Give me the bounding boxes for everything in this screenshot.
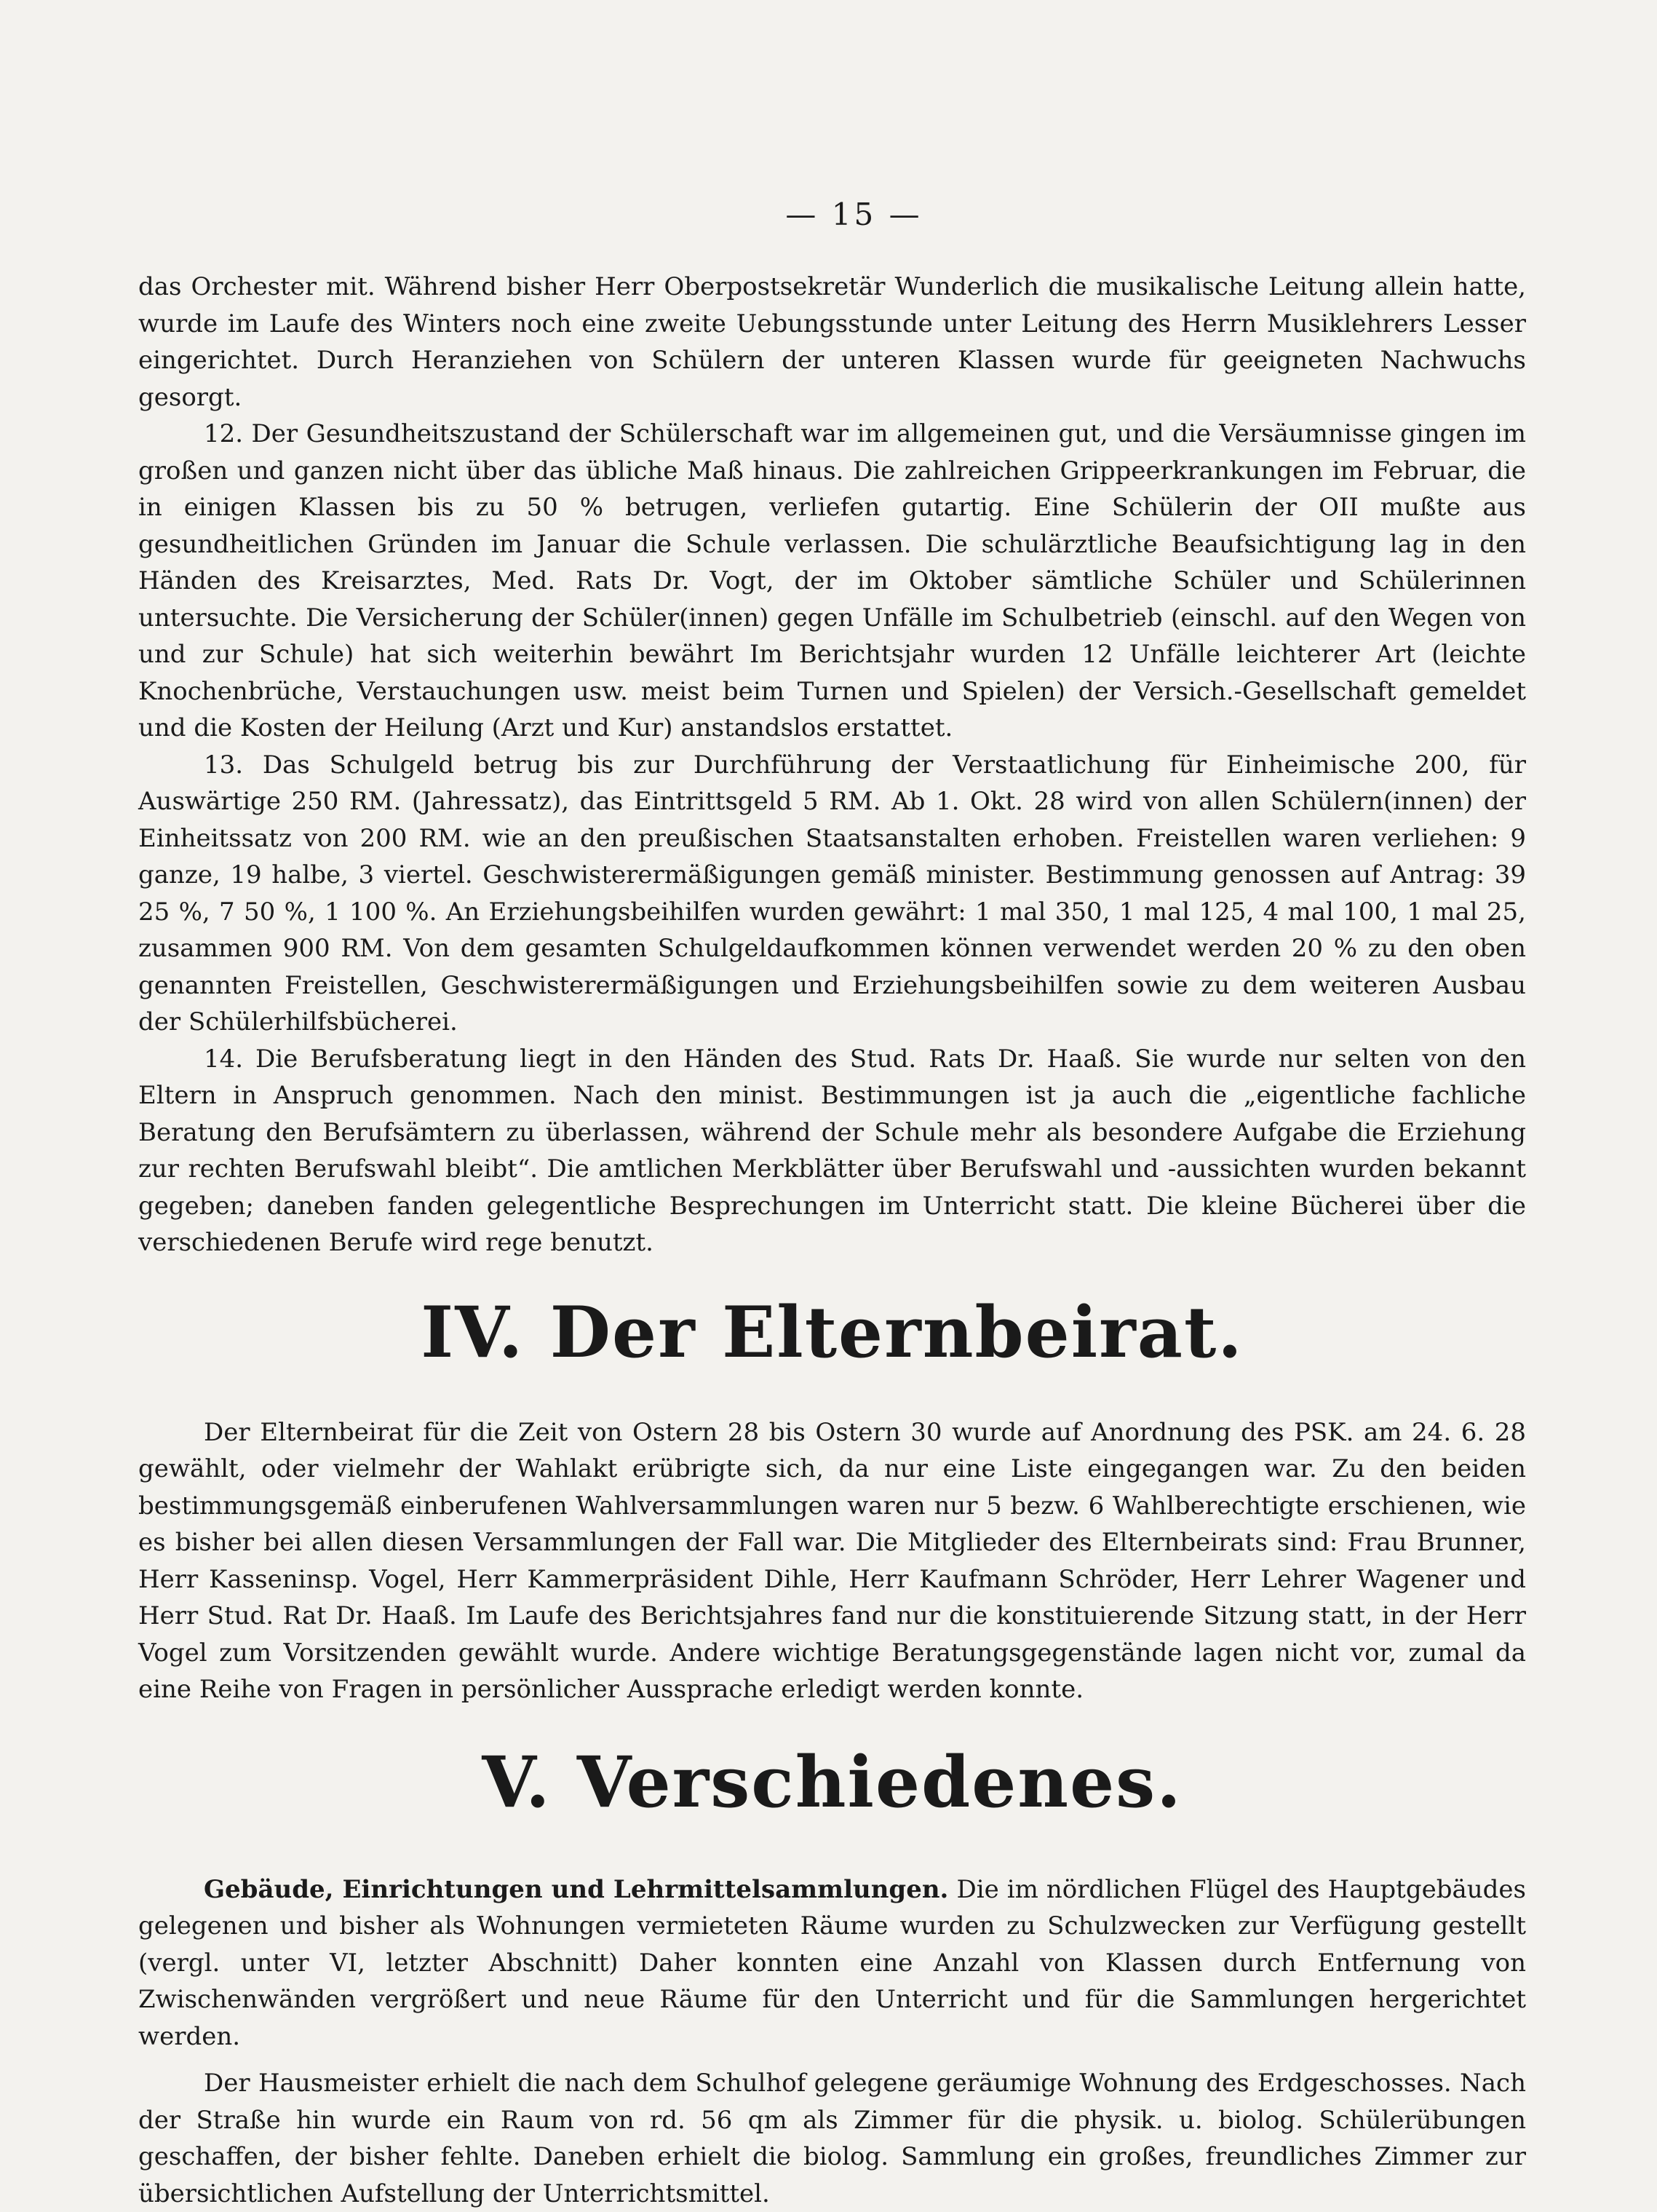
paragraph-buildings-text: Die im nördlichen Flügel des Hauptgebäudes gelegenen und bisher als Wohnungen vermieteten Räume wurden zu Schulzwecken zur Verfügung gestellt (vergl. unter VI, letzter Abschnitt) Daher konnten eine Anzahl von Klassen durch Entfernung von Zwischenwänden vergrößert und neue Räume für den Unterricht und für die Sammlungen hergerichtet werden.: [138, 1875, 1526, 2051]
section-3-continued: [138, 269, 1526, 1261]
paragraph-12-health: 12. Der Gesundheitszustand der Schülerschaft war im allgemeinen gut, und die Versäumnisse gingen im großen und ganzen nicht über das übliche Maß hinaus. Die zahlreichen Grippeerkrankungen im Februar, die in einigen Klassen bis zu 50 % betrugen, verliefen gutartig. Eine Schülerin der OII mußte aus gesundheitlichen Gründen im Januar die Schule verlassen. Die schulärztliche Beaufsichtigung lag in den Händen des Kreisarztes, Med. Rats Dr. Vogt, der im Oktober sämtliche Schüler und Schülerinnen untersuchte. Die Versicherung der Schüler(innen) gegen Unfälle im Schulbetrieb (einschl. auf den Wegen von und zur Schule) hat sich weiterhin bewährt Im Berichtsjahr wurden 12 Unfälle leichterer Art (leichte Knochenbrüche, Verstauchungen usw. meist beim Turnen und Spielen) der Versich.-Gesellschaft gemeldet und die Kosten der Heilung (Arzt und Kur) anstandslos erstattet.: [138, 416, 1526, 747]
run-in-heading-buildings: Gebäude, Einrichtungen und Lehrmittelsammlungen.: [204, 1875, 948, 1904]
paragraph-gap: [138, 2055, 1526, 2065]
paragraph-elternbeirat: Der Elternbeirat für die Zeit von Ostern 28 bis Ostern 30 wurde auf Anordnung des PSK. am 24. 6. 28 gewählt, oder vielmehr der Wahlakt erübrigte sich, da nur eine Liste eingegangen war. Zu den beiden bestimmungsgemäß einberufenen Wahlversammlungen waren nur 5 bezw. 6 Wahlberechtigte erschienen, wie es bisher bei allen diesen Versammlungen der Fall war. Die Mitglieder des Elternbeirats sind: Frau Brunner, Herr Kasseninsp. Vogel, Herr Kammerpräsident Dihle, Herr Kaufmann Schröder, Herr Lehrer Wagener und Herr Stud. Rat Dr. Haaß. Im Laufe des Berichtsjahres fand nur die konstituierende Sitzung statt, in der Herr Vogel zum Vorsitzenden gewählt wurde. Andere wichtige Beratungsgegenstände lagen nicht vor, zumal da eine Reihe von Fragen in persönlicher Aussprache erledigt werden konnte.: [138, 1414, 1526, 1708]
section-5-body: [138, 1871, 1526, 2212]
paragraph-13-school-fees: 13. Das Schulgeld betrug bis zur Durchführung der Verstaatlichung für Einheimische 200, für Auswärtige 250 RM. (Jahressatz), das Eintrittsgeld 5 RM. Ab 1. Okt. 28 wird von allen Schülern(innen) der Einheitssatz von 200 RM. wie an den preußischen Staatsanstalten erhoben. Freistellen waren verliehen: 9 ganze, 19 halbe, 3 viertel. Geschwisterermäßigungen gemäß minister. Bestimmung genossen auf Antrag: 39 25 %, 7 50 %, 1 100 %. An Erziehungsbeihilfen wurden gewährt: 1 mal 350, 1 mal 125, 4 mal 100, 1 mal 25, zusammen 900 RM. Von dem gesamten Schulgeldaufkommen können verwendet werden 20 % zu den oben genannten Freistellen, Geschwisterermäßigungen und Erziehungsbeihilfen sowie zu dem weiteren Ausbau der Schülerhilfsbücherei.: [138, 747, 1526, 1041]
section-heading-verschiedenes: V. Verschiedenes.: [138, 1739, 1526, 1826]
section-4-body: [138, 1414, 1526, 1708]
paragraph-caretaker: Der Hausmeister erhielt die nach dem Schulhof gelegene geräumige Wohnung des Erdgeschosses. Nach der Straße hin wurde ein Raum von rd. 56 qm als Zimmer für die physik. u. biolog. Schülerübungen geschaffen, der bisher fehlte. Daneben erhielt die biolog. Sammlung ein großes, freundliches Zimmer zur übersichtlichen Aufstellung der Unterrichtsmittel.: [138, 2065, 1526, 2212]
section-heading-elternbeirat: IV. Der Elternbeirat.: [138, 1289, 1526, 1376]
paragraph-buildings: [138, 1871, 1526, 2056]
paragraph-orchestra: das Orchester mit. Während bisher Herr Oberpostsekretär Wunderlich die musikalische Leitung allein hatte, wurde im Laufe des Winters noch eine zweite Uebungsstunde unter Leitung des Herrn Musiklehrers Lesser eingerichtet. Durch Heranziehen von Schülern der unteren Klassen wurde für geeigneten Nachwuchs gesorgt.: [138, 269, 1526, 416]
paragraph-14-career-guidance: 14. Die Berufsberatung liegt in den Händen des Stud. Rats Dr. Haaß. Sie wurde nur selten von den Eltern in Anspruch genommen. Nach den minist. Bestimmungen ist ja auch die „eigentliche fachliche Beratung den Berufsämtern zu überlassen, während der Schule mehr als besondere Aufgabe die Erziehung zur rechten Berufswahl bleibt“. Die amtlichen Merkblätter über Berufswahl und -aussichten wurden bekannt gegeben; daneben fanden gelegentliche Besprechungen im Unterricht statt. Die kleine Bücherei über die verschiedenen Berufe wird rege benutzt.: [138, 1041, 1526, 1261]
page-number: — 15 —: [182, 197, 1526, 232]
